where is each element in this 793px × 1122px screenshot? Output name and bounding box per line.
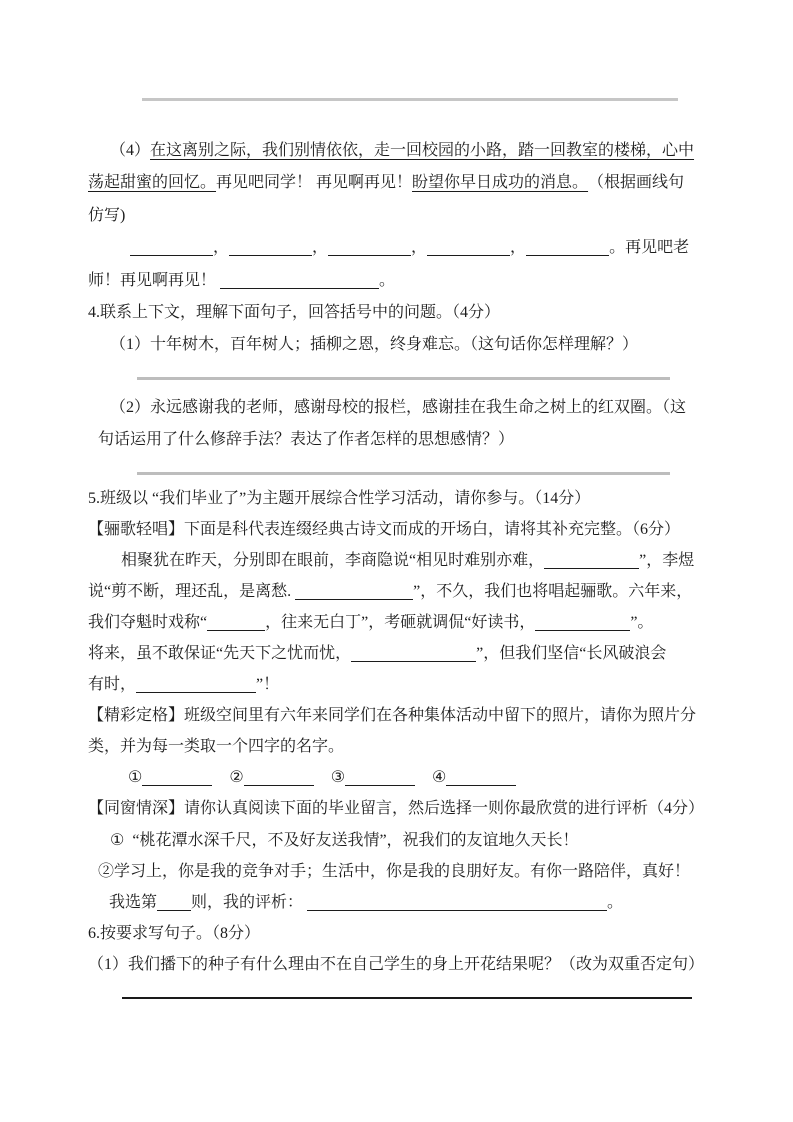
underlined-source-sentence: 盼望你早日成功的消息。 xyxy=(412,174,589,192)
instruction-text: （根据画线句 xyxy=(596,174,685,192)
text-run: “桃花潭水深千尺，不及好友送我情”，祝我们的友谊地久天长！ xyxy=(132,831,579,849)
period: 。 xyxy=(379,271,396,289)
text-run: ”，李煜 xyxy=(639,551,695,569)
text-line xyxy=(88,638,708,669)
answer-blank xyxy=(142,771,212,786)
text-line xyxy=(88,949,708,980)
ligeqingchang-section-title xyxy=(88,514,708,545)
tongchuangqingshen-section-title xyxy=(88,793,708,824)
circled-number-4: ④ xyxy=(432,769,447,787)
answer-blank xyxy=(207,616,265,631)
answer-line xyxy=(137,377,670,380)
instruction-text: 仿写) xyxy=(88,206,126,224)
question-text: 4.联系上下文，理解下面句子，回答括号中的问题。（4分） xyxy=(88,303,501,321)
answer-blank xyxy=(345,771,415,786)
text-line xyxy=(88,424,708,456)
answer-blank xyxy=(328,241,411,256)
text-run: 再见吧同学！ 再见啊再见！ xyxy=(216,174,413,192)
section-title-text: 【骊歌轻唱】下面是科代表连缀经典古诗文而成的开场白，请将其补充完整。（6分） xyxy=(88,520,681,538)
text-run: ”！ xyxy=(256,676,280,694)
item-number: （4） xyxy=(110,142,151,159)
text-line xyxy=(88,232,708,264)
text-run: 有时， xyxy=(88,676,137,694)
text-run: 。再见吧老 xyxy=(609,239,690,257)
question-6-title xyxy=(88,918,708,949)
answer-blank xyxy=(544,554,639,569)
question-text: （1）我们播下的种子有什么理由不在自己学生的身上开花结果呢？（改为双重否定句） xyxy=(88,955,705,973)
answer-blank xyxy=(244,771,314,786)
text-line xyxy=(88,265,708,297)
answer-line xyxy=(137,472,670,475)
circled-number-1: ① xyxy=(110,831,125,849)
question-text: （2）永远感谢我的老师，感谢母校的报栏，感谢挂在我生命之树上的红双圈。（这 xyxy=(110,398,687,416)
text-line xyxy=(88,545,708,576)
answer-blank xyxy=(526,241,609,256)
circled-number-1: ① xyxy=(128,769,143,787)
text-line xyxy=(88,200,708,232)
text-line xyxy=(88,167,708,199)
text-run: 相聚犹在昨天，分别即在眼前，李商隐说“相见时难别亦难， xyxy=(121,551,545,569)
section-divider-line xyxy=(142,98,678,101)
circled-number-2: ② xyxy=(229,769,244,787)
section-title-text: 【精彩定格】班级空间里有六年来同学们在各种集体活动中留下的照片，请你为照片分 xyxy=(88,707,697,725)
numbered-blanks-line xyxy=(88,762,708,793)
question-3-4-block xyxy=(88,135,708,362)
text-run: 师！再见啊再见！ xyxy=(88,271,217,289)
answer-blank xyxy=(295,585,413,600)
text-run: ，往来无白丁”，考砸就调侃“好读书， xyxy=(265,613,536,631)
text-run: ”，不久，我们也将唱起骊歌。六年来， xyxy=(413,582,693,600)
answer-blank xyxy=(130,241,213,256)
question-text: 6.按要求写句子。（8分） xyxy=(88,924,261,942)
text-line xyxy=(88,669,708,700)
circled-number-3: ③ xyxy=(330,769,346,787)
answer-line-bottom xyxy=(122,997,692,999)
section-title-text: 【同窗情深】请你认真阅读下面的毕业留言，然后选择一则你最欣赏的进行评析（4分） xyxy=(88,800,705,818)
question-4-2-block xyxy=(88,392,708,457)
answer-blank xyxy=(307,896,607,911)
comma: ， xyxy=(312,239,329,257)
answer-blank xyxy=(446,771,516,786)
text-line xyxy=(88,825,708,856)
text-run: ②学习上，你是我的竞争对手；生活中，你是我的良朋好友。有你一路陪伴，真好！ xyxy=(98,862,691,880)
comma: ， xyxy=(213,239,230,257)
text-run: 则，我的评析： xyxy=(191,893,304,911)
text-run: 类，并为每一类取一个四字的名字。 xyxy=(88,738,345,756)
underlined-source-sentence: 在这离别之际，我们别情依依，走一回校园的小路，踏一回教室的楼梯，心中 xyxy=(150,142,695,159)
answer-blank xyxy=(157,896,191,911)
period: 。 xyxy=(607,893,624,911)
text-line xyxy=(88,856,708,887)
question-text: 句话运用了什么修辞手法？表达了作者怎样的思想感情？） xyxy=(98,431,515,449)
text-run: 我们夺魁时戏称“ xyxy=(88,613,208,631)
text-run: 我选第 xyxy=(109,893,158,911)
question-text: （1）十年树木，百年树人；插柳之恩，终身难忘。（这句话你怎样理解？） xyxy=(110,336,639,354)
answer-blank xyxy=(229,241,312,256)
answer-blank xyxy=(136,678,256,693)
text-run: 将来，虽不敢保证“先天下之忧而忧， xyxy=(88,644,352,662)
text-line xyxy=(88,392,708,424)
text-line xyxy=(88,329,708,361)
question-5-title xyxy=(88,483,708,514)
text-run: 说“剪不断，理还乱，是离愁. xyxy=(88,582,292,600)
answer-blank xyxy=(351,647,476,662)
text-line xyxy=(88,607,708,638)
answer-blank xyxy=(427,241,510,256)
underlined-source-sentence: 荡起甜蜜的回忆。 xyxy=(88,174,217,192)
answer-blank xyxy=(220,274,379,289)
question-4-title xyxy=(88,297,708,329)
comma: ， xyxy=(411,239,428,257)
text-run: ”。 xyxy=(630,613,654,631)
answer-blank xyxy=(535,616,630,631)
text-line xyxy=(88,887,708,918)
text-line xyxy=(88,731,708,762)
text-run: ”，但我们坚信“长风破浪会 xyxy=(476,644,667,662)
question-text: 5.班级以 “我们毕业了”为主题开展综合性学习活动，请你参与。（14分） xyxy=(88,489,591,507)
question-5-6-block xyxy=(88,483,708,981)
jingcaidingge-section-title xyxy=(88,700,708,731)
text-line xyxy=(88,135,708,167)
comma: ， xyxy=(510,239,527,257)
text-line xyxy=(88,576,708,607)
